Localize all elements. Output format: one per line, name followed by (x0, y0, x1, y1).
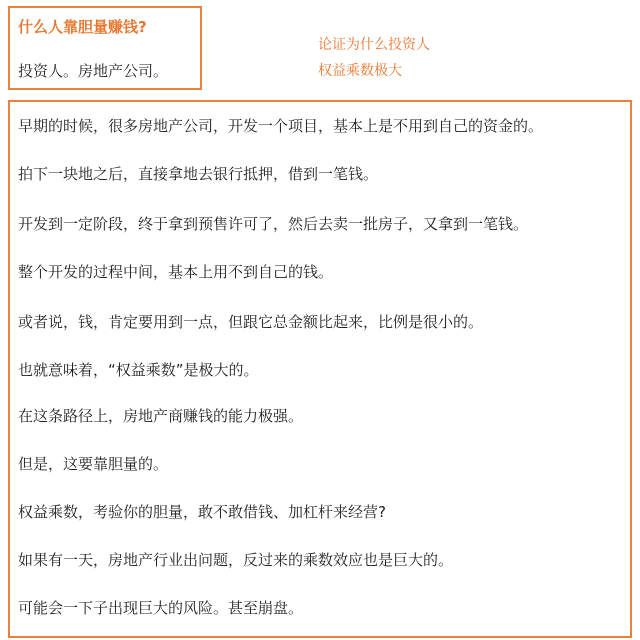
paragraph-9: 权益乘数，考验你的胆量，敢不敢借钱、加杠杆来经营? (18, 503, 386, 521)
explanation-box (8, 100, 632, 638)
question-answer: 投资人。房地产公司。 (18, 62, 169, 80)
paragraph-8: 但是，这要靠胆量的。 (18, 455, 169, 473)
question-title: 什么人靠胆量赚钱? (18, 18, 147, 36)
paragraph-7: 在这条路径上，房地产商赚钱的能力极强。 (18, 407, 304, 425)
paragraph-5: 或者说，钱，肯定要用到一点，但跟它总金额比起来，比例是很小的。 (18, 313, 484, 331)
paragraph-2: 拍下一块地之后，直接拿地去银行抵押，借到一笔钱。 (18, 165, 379, 183)
paragraph-4: 整个开发的过程中间，基本上用不到自己的钱。 (18, 263, 334, 281)
annotation-line-1: 论证为什么投资人 (318, 37, 430, 53)
question-box (8, 6, 202, 90)
paragraph-1: 早期的时候，很多房地产公司，开发一个项目，基本上是不用到自己的资金的。 (18, 117, 544, 135)
paragraph-3: 开发到一定阶段，终于拿到预售许可了，然后去卖一批房子，又拿到一笔钱。 (18, 215, 529, 233)
paragraph-11: 可能会一下子出现巨大的风险。甚至崩盘。 (18, 599, 304, 617)
paragraph-10: 如果有一天，房地产行业出问题，反过来的乘数效应也是巨大的。 (18, 551, 454, 569)
annotation-line-2: 权益乘数极大 (318, 63, 402, 79)
paragraph-6: 也就意味着，“权益乘数”是极大的。 (18, 361, 259, 379)
